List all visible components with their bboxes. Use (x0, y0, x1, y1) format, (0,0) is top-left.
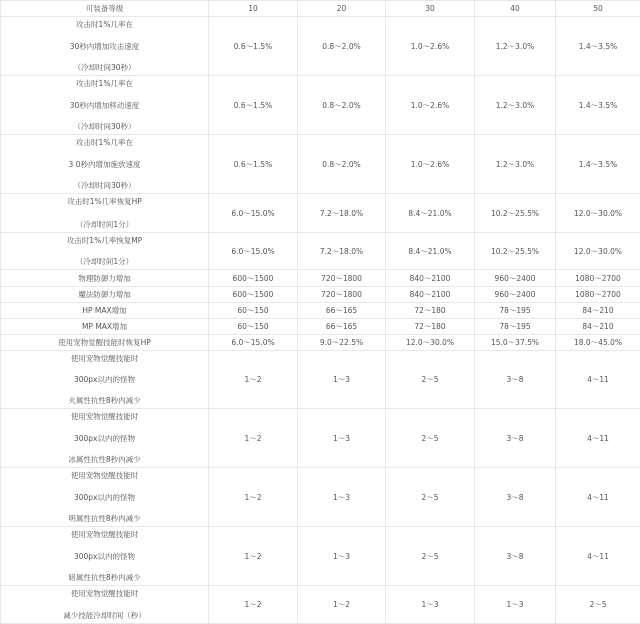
value-cell: 78～195 (475, 303, 556, 319)
value-cell: 4～11 (556, 527, 640, 586)
row-label (1, 287, 209, 303)
value-cell: 1～3 (386, 586, 475, 624)
row-label-line: 300px以内的怪物 (1, 551, 208, 562)
row-label-line: 冰属性抗性8秒内减少 (1, 454, 208, 465)
row-label (1, 409, 209, 468)
header-row (1, 1, 640, 17)
row-label-line: 300px以内的怪物 (1, 374, 208, 385)
value-cell: 12.0～30.0% (386, 335, 475, 351)
row-label (1, 351, 209, 409)
table-row (1, 17, 640, 76)
header-level-cell: 40 (475, 1, 556, 17)
value-cell: 1～3 (298, 527, 386, 586)
row-label-line: 使用宠物觉醒技能时 (1, 353, 208, 364)
value-cell: 72～180 (386, 319, 475, 335)
value-cell: 3～8 (475, 468, 556, 527)
value-cell: 720～1800 (298, 287, 386, 303)
value-cell: 2～5 (556, 586, 640, 624)
value-cell: 4～11 (556, 409, 640, 468)
value-cell: 4～11 (556, 468, 640, 527)
row-label-line: 攻击时1%几率在 (1, 78, 208, 89)
value-cell: 2～5 (386, 351, 475, 409)
table-row (1, 586, 640, 624)
table-row (1, 409, 640, 468)
value-cell: 7.2～18.0% (298, 233, 386, 270)
row-label (1, 527, 209, 586)
value-cell: 10.2～25.5% (475, 194, 556, 233)
value-cell: 0.8～2.0% (298, 135, 386, 194)
value-cell: 10.2～25.5% (475, 233, 556, 270)
value-cell: 78～195 (475, 319, 556, 335)
row-label-line: （冷却时间1分） (1, 219, 208, 230)
value-cell: 2～5 (386, 468, 475, 527)
header-label-cell: 可装备等级 (1, 1, 209, 17)
row-label-line: 300px以内的怪物 (1, 433, 208, 444)
header-level-cell: 30 (386, 1, 475, 17)
row-label-line: （冷却时间30秒） (1, 121, 208, 132)
value-cell: 1080～2700 (556, 270, 640, 287)
row-label-line: 攻击时1%几率在 (1, 137, 208, 148)
table-row (1, 335, 640, 351)
row-label (1, 270, 209, 287)
row-label (1, 335, 209, 351)
row-label (1, 135, 209, 194)
table-row (1, 270, 640, 287)
value-cell: 1.0～2.6% (386, 17, 475, 76)
row-label-line: 物理防御力增加 (1, 273, 208, 284)
row-label-line: 攻击时1%几率恢复MP (1, 235, 208, 246)
value-cell: 66～165 (298, 319, 386, 335)
row-label-line: 使用宠物觉醒技能时 (1, 529, 208, 540)
table-row (1, 527, 640, 586)
value-cell: 1.4～3.5% (556, 17, 640, 76)
value-cell: 12.0～30.0% (556, 233, 640, 270)
value-cell: 60～150 (209, 303, 298, 319)
value-cell: 3～8 (475, 351, 556, 409)
value-cell: 9.0～22.5% (298, 335, 386, 351)
value-cell: 1.2～3.0% (475, 76, 556, 135)
row-label-line: 30秒内增加移动速度 (1, 100, 208, 111)
value-cell: 1.4～3.5% (556, 76, 640, 135)
table-row (1, 468, 640, 527)
row-label-line: 使用宠物觉醒技能时 (1, 411, 208, 422)
table-row (1, 303, 640, 319)
value-cell: 0.6～1.5% (209, 135, 298, 194)
value-cell: 840～2100 (386, 287, 475, 303)
value-cell: 8.4～21.0% (386, 233, 475, 270)
value-cell: 840～2100 (386, 270, 475, 287)
value-cell: 1～3 (298, 351, 386, 409)
value-cell: 1.2～3.0% (475, 17, 556, 76)
row-label-line: 300px以内的怪物 (1, 492, 208, 503)
value-cell: 8.4～21.0% (386, 194, 475, 233)
value-cell: 72～180 (386, 303, 475, 319)
value-cell: 1～2 (209, 351, 298, 409)
row-label-line: 明属性抗性8秒内减少 (1, 513, 208, 524)
row-label-line: HP MAX增加 (1, 305, 208, 316)
value-cell: 0.6～1.5% (209, 17, 298, 76)
value-cell: 2～5 (386, 527, 475, 586)
value-cell: 1～2 (209, 409, 298, 468)
row-label-line: 火属性抗性8秒内减少 (1, 395, 208, 406)
table-row (1, 287, 640, 303)
row-label-line: 使用宠物觉醒技能时 (1, 470, 208, 481)
value-cell: 1～3 (298, 468, 386, 527)
row-label-line: 攻击时1%几率恢复HP (1, 196, 208, 207)
value-cell: 600～1500 (209, 287, 298, 303)
row-label-line: 减少技能冷却时间（秒） (1, 610, 208, 621)
value-cell: 1～2 (209, 468, 298, 527)
value-cell: 1.0～2.6% (386, 135, 475, 194)
value-cell: 84～210 (556, 303, 640, 319)
row-label-line: 使用宠物觉醒技能时 (1, 588, 208, 599)
value-cell: 1～2 (298, 586, 386, 624)
value-cell: 6.0～15.0% (209, 335, 298, 351)
value-cell: 12.0～30.0% (556, 194, 640, 233)
value-cell: 1～3 (298, 409, 386, 468)
value-cell: 0.6～1.5% (209, 76, 298, 135)
row-label-line: 攻击时1%几率在 (1, 19, 208, 30)
value-cell: 3～8 (475, 409, 556, 468)
header-level-cell: 20 (298, 1, 386, 17)
value-cell: 1.2～3.0% (475, 135, 556, 194)
row-label-line: 3 0秒内增加施放速度 (1, 159, 208, 170)
row-label-line: 30秒内增加攻击速度 (1, 41, 208, 52)
table-row (1, 76, 640, 135)
row-label (1, 17, 209, 76)
row-label-line: （冷却时间1分） (1, 256, 208, 267)
table-row (1, 233, 640, 270)
row-label-line: （冷却时间30秒） (1, 180, 208, 191)
value-cell: 960～2400 (475, 270, 556, 287)
row-label-line: 使用宠物觉醒技能时恢复HP (1, 337, 208, 348)
value-cell: 15.0～37.5% (475, 335, 556, 351)
value-cell: 3～8 (475, 527, 556, 586)
value-cell: 1～3 (475, 586, 556, 624)
value-cell: 66～165 (298, 303, 386, 319)
value-cell: 1～2 (209, 527, 298, 586)
value-cell: 1080～2700 (556, 287, 640, 303)
value-cell: 4～11 (556, 351, 640, 409)
value-cell: 18.0～45.0% (556, 335, 640, 351)
value-cell: 0.8～2.0% (298, 76, 386, 135)
value-cell: 6.0～15.0% (209, 233, 298, 270)
row-label (1, 319, 209, 335)
value-cell: 1～2 (209, 586, 298, 624)
row-label-line: 暗属性抗性8秒内减少 (1, 572, 208, 583)
row-label-line: MP MAX增加 (1, 321, 208, 332)
table-row (1, 319, 640, 335)
table-row (1, 351, 640, 409)
value-cell: 0.8～2.0% (298, 17, 386, 76)
table-row (1, 135, 640, 194)
row-label-line: 魔法防御力增加 (1, 289, 208, 300)
table-row (1, 194, 640, 233)
value-cell: 1.0～2.6% (386, 76, 475, 135)
row-label (1, 233, 209, 270)
value-cell: 720～1800 (298, 270, 386, 287)
row-label (1, 468, 209, 527)
value-cell: 1.4～3.5% (556, 135, 640, 194)
value-cell: 60～150 (209, 319, 298, 335)
row-label (1, 586, 209, 624)
value-cell: 2～5 (386, 409, 475, 468)
value-cell: 6.0～15.0% (209, 194, 298, 233)
value-cell: 960～2400 (475, 287, 556, 303)
value-cell: 600～1500 (209, 270, 298, 287)
row-label (1, 194, 209, 233)
row-label (1, 76, 209, 135)
value-cell: 7.2～18.0% (298, 194, 386, 233)
header-level-cell: 10 (209, 1, 298, 17)
header-level-cell: 50 (556, 1, 640, 17)
row-label (1, 303, 209, 319)
value-cell: 84～210 (556, 319, 640, 335)
row-label-line: （冷却时间30秒） (1, 62, 208, 73)
